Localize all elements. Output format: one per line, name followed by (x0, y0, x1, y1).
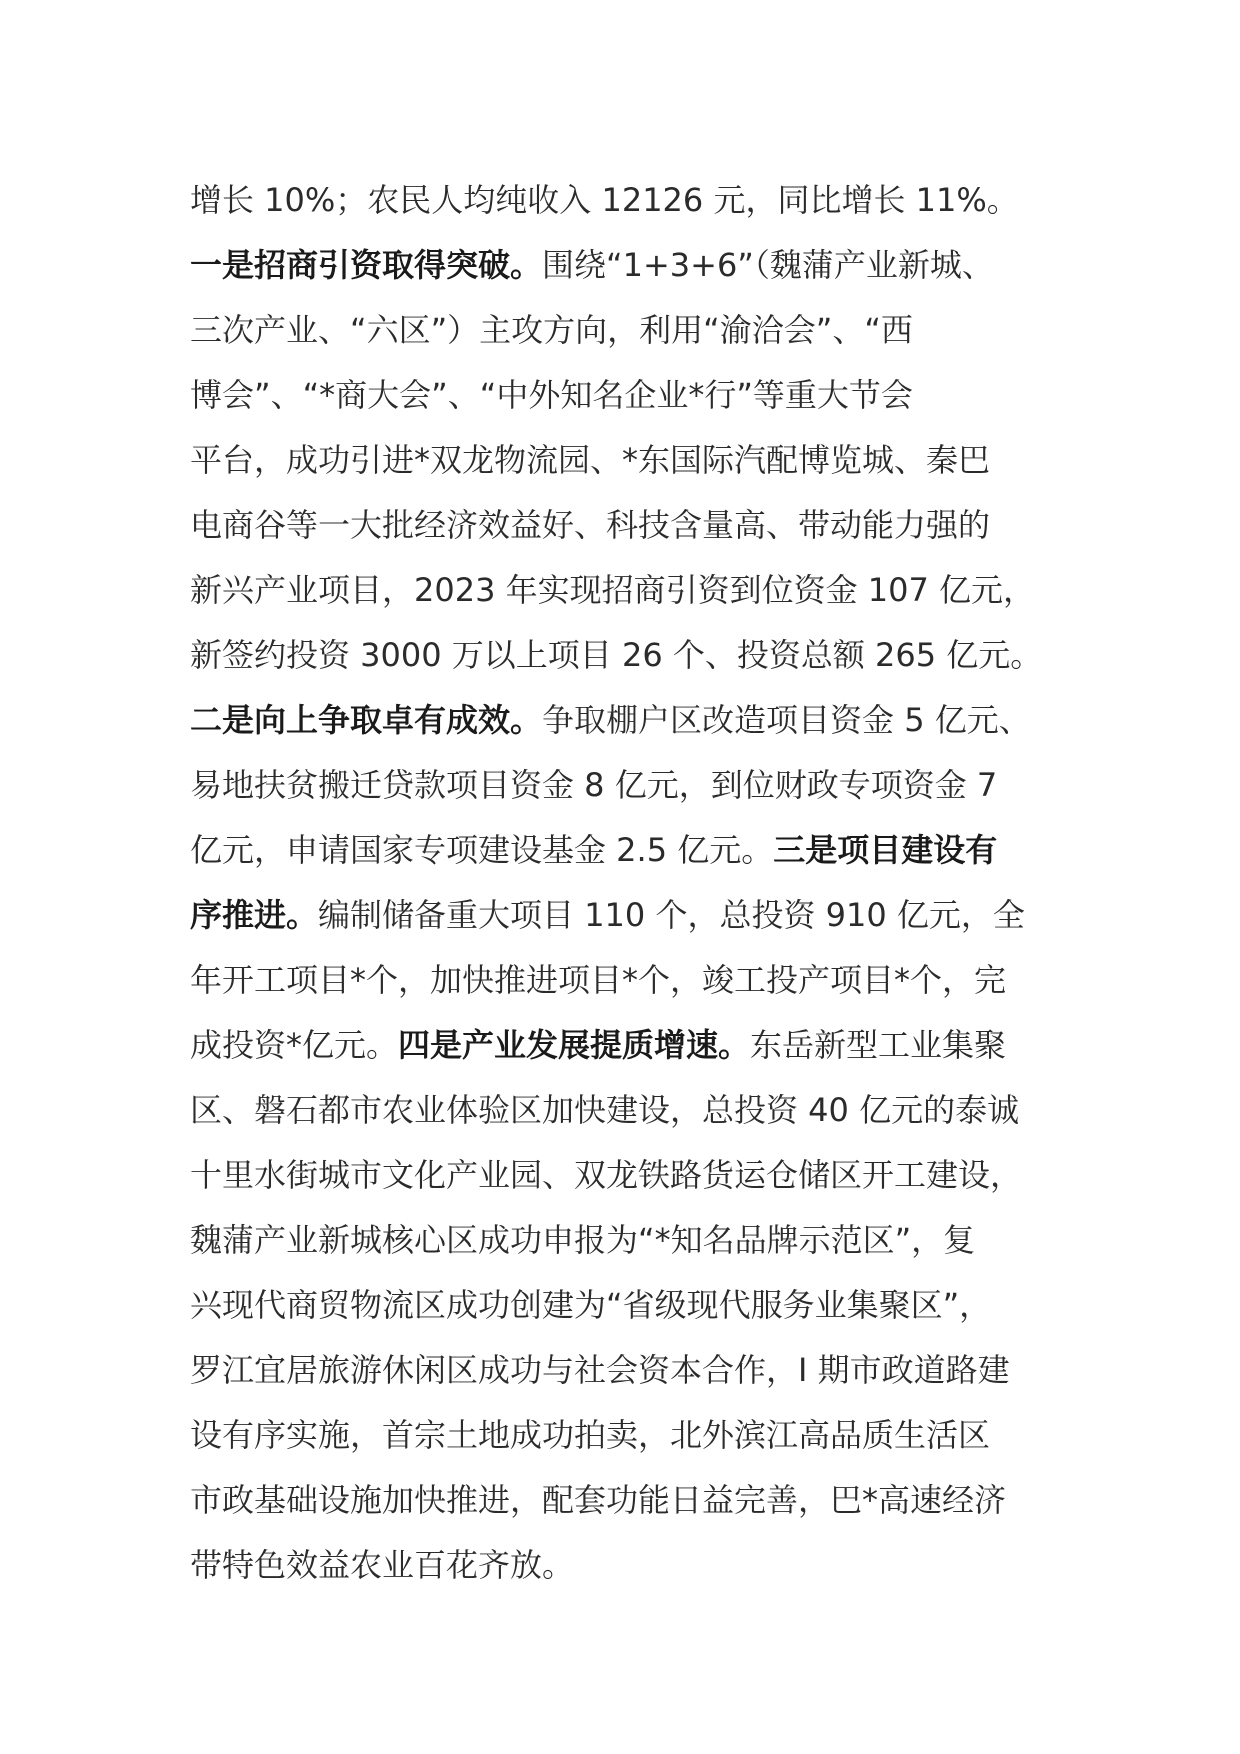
text-line (190, 1403, 1070, 1468)
body-text: 亿元，申请国家专项建设基金 2.5 亿元。 (190, 831, 774, 869)
text-line (190, 688, 1070, 753)
text-line (190, 363, 1070, 428)
body-paragraph (190, 168, 1070, 1598)
text-line (190, 428, 1070, 493)
bold-heading-phrase: 三是项目建设有 (773, 831, 998, 869)
body-text: 易地扶贫搬迁贷款项目资金 8 亿元，到位财政专项资金 7 (190, 766, 998, 804)
text-line (190, 1078, 1070, 1143)
body-text: 东岳新型工业集聚 (750, 1026, 1007, 1064)
bold-heading-phrase: 二是向上争取卓有成效。 (190, 701, 543, 739)
text-line (190, 948, 1070, 1013)
body-text: 围绕“1+3+6”（魏蒲产业新城、 (542, 246, 994, 284)
text-line (190, 753, 1070, 818)
body-text: 兴现代商贸物流区成功创建为“省级现代服务业集聚区”， (190, 1286, 992, 1324)
body-text: 带特色效益农业百花齐放。 (190, 1546, 575, 1584)
text-line (190, 1273, 1070, 1338)
text-line (190, 233, 1070, 298)
text-line (190, 1468, 1070, 1533)
text-line (190, 1533, 1070, 1598)
text-line (190, 623, 1070, 688)
text-line (190, 1013, 1070, 1078)
text-line (190, 1338, 1070, 1403)
text-line (190, 558, 1070, 623)
body-text: 编制储备重大项目 110 个，总投资 910 亿元，全 (318, 896, 1025, 934)
body-text: 新签约投资 3000 万以上项目 26 个、投资总额 265 亿元。 (190, 636, 1043, 674)
body-text: 市政基础设施加快推进，配套功能日益完善，巴*高速经济 (190, 1481, 1007, 1519)
text-line (190, 883, 1070, 948)
text-line (190, 168, 1070, 233)
text-line (190, 818, 1070, 883)
text-line (190, 493, 1070, 558)
body-text: 十里水街城市文化产业园、双龙铁路货运仓储区开工建设， (190, 1156, 1023, 1194)
body-text: 博会”、“*商大会”、“中外知名企业*行”等重大节会 (190, 376, 913, 414)
body-text: 争取棚户区改造项目资金 5 亿元、 (542, 701, 1031, 739)
bold-heading-phrase: 四是产业发展提质增速。 (398, 1026, 751, 1064)
body-text: 新兴产业项目，2023 年实现招商引资到位资金 107 亿元， (190, 571, 1036, 609)
body-text: 年开工项目*个，加快推进项目*个，竣工投产项目*个，完 (190, 961, 1007, 999)
bold-heading-phrase: 一是招商引资取得突破。 (190, 246, 543, 284)
bold-heading-phrase: 序推进。 (190, 896, 319, 934)
text-line (190, 298, 1070, 363)
text-line (190, 1208, 1070, 1273)
body-text: 增长 10%；农民人均纯收入 12126 元，同比增长 11%。 (190, 181, 1019, 219)
body-text: 电商谷等一大批经济效益好、科技含量高、带动能力强的 (190, 506, 991, 544)
body-text: 平台，成功引进*双龙物流园、*东国际汽配博览城、秦巴 (190, 441, 991, 479)
body-text: 设有序实施，首宗土地成功拍卖，北外滨江高品质生活区 (190, 1416, 991, 1454)
body-text: 罗江宜居旅游休闲区成功与社会资本合作，I 期市政道路建 (190, 1351, 1010, 1389)
body-text: 区、磐石都市农业体验区加快建设，总投资 40 亿元的泰诚 (190, 1091, 1020, 1129)
body-text: 三次产业、“六区”）主攻方向，利用“渝洽会”、“西 (190, 311, 913, 349)
body-text: 成投资*亿元。 (190, 1026, 399, 1064)
text-line (190, 1143, 1070, 1208)
body-text: 魏蒲产业新城核心区成功申报为“*知名品牌示范区”，复 (190, 1221, 976, 1259)
